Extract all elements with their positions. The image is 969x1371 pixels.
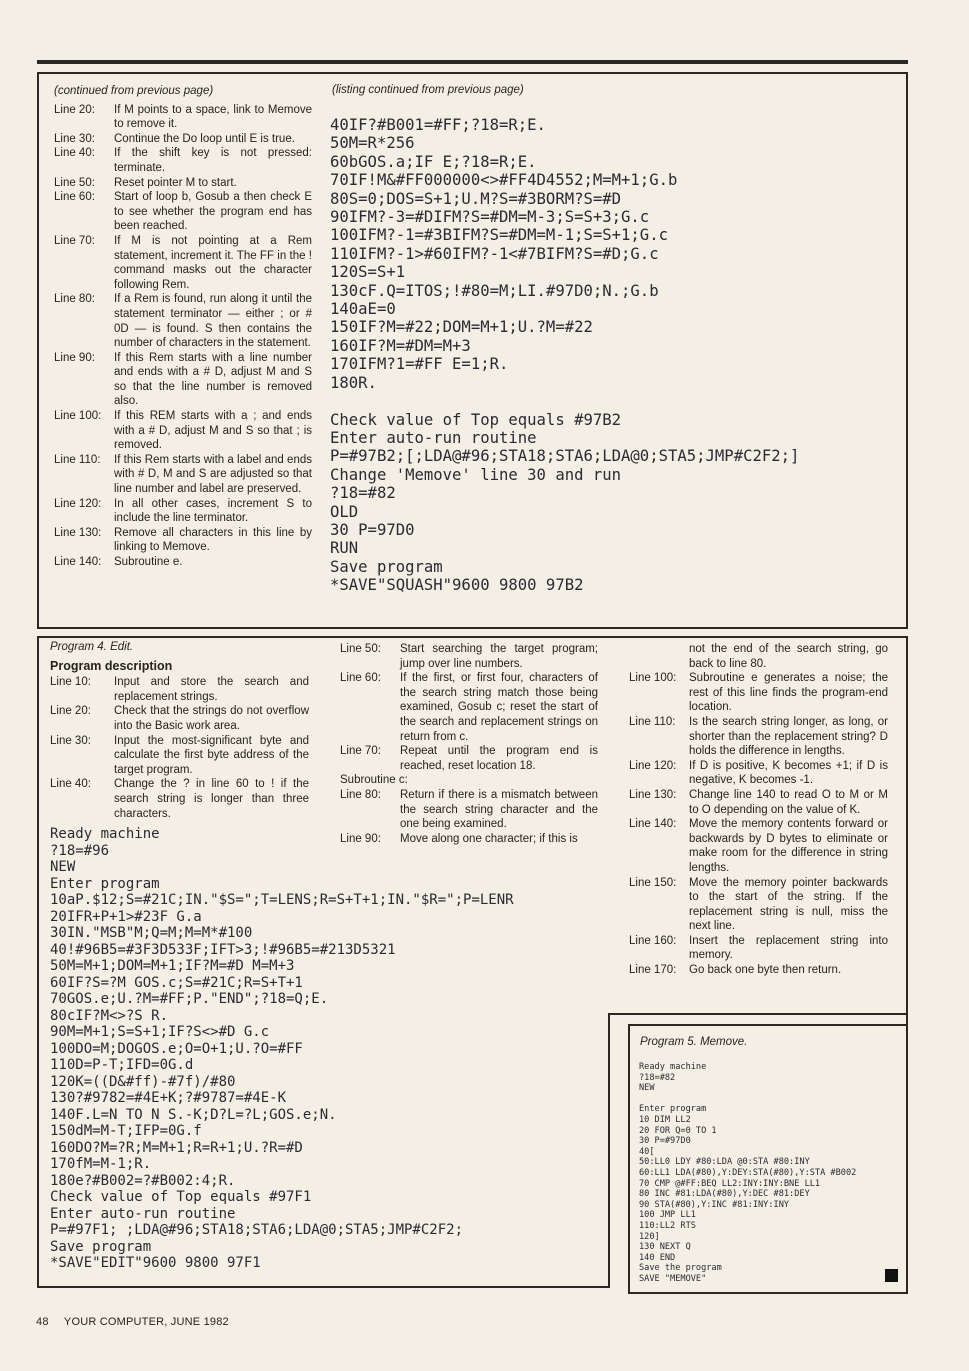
note-line-label: Line 70: [54,234,95,247]
code-line: 40IF?#B001=#FF;?18=R;E. [330,116,546,134]
code-line: Ready machine [50,826,160,842]
note-row [54,132,312,147]
note-line-label: Line 130: [629,788,677,801]
note-line-label: Line 140: [54,556,102,568]
code-line: P=#97F1; ;LDA@#96;STA18;STA6;LDA@0;STA5;JMP#C2F2; [50,1222,464,1238]
note-row [629,715,888,759]
note-row [54,103,312,132]
code-line: Enter auto-run routine [50,1205,236,1222]
edit-listing [50,826,514,1272]
note-line-label: Line 170: [629,964,677,977]
program4-bottom-rule [37,1286,609,1288]
note-row [50,675,309,704]
code-line: RUN [330,539,359,558]
note-text: Start of loop b, Gosub a then check E to see whether the program end has been reached. [114,191,312,233]
note-row [629,759,888,788]
code-line: 110D=P-T;IFD=0G.d [50,1057,194,1073]
program4-notes-col2 [340,642,598,846]
note-line-label: Line 130: [54,526,102,539]
note-text: Insert the replacement string into memory. [689,934,888,962]
code-line: ?18=#96 [50,842,110,859]
note-line-label: Line 140: [629,818,677,831]
note-text: If a Rem is found, run along it until the statement terminator — either ; or # 0D — is found. S then contains the number of characters in the statement. [114,293,312,350]
code-line: Enter program [639,1104,707,1115]
note-row [54,526,312,555]
note-text: Subroutine e. [114,556,183,568]
note-row [54,234,312,292]
note-row [50,777,309,821]
note-line-label: Line 50: [340,643,381,655]
note-text: Move along one character; if this is [400,832,578,845]
code-line: 30 P=97D0 [330,520,415,539]
program4-notes-col1 [50,675,309,821]
code-line: *SAVE"EDIT"9600 9800 97F1 [50,1255,261,1271]
code-line: 100 JMP LL1 [639,1210,696,1221]
note-text: In all other cases, increment S to include the line terminator. [114,497,312,525]
code-line: 150IF?M=#22;DOM=M+1;U.?M=#22 [330,318,593,337]
note-text: If the shift key is not pressed: terminate. [114,147,312,174]
note-row [54,176,312,191]
note-text: If M is not pointing at a Rem statement, increment it. The FF in the ! command masks out the character following Rem. [114,234,312,291]
top-rule [37,60,908,64]
program4-col3 [629,642,888,978]
note-text: Input the most-significant byte and calculate the first byte address of the target program. [114,734,309,776]
note-text: Input and store the search and replacement strings. [114,676,309,703]
program4-col1 [50,640,309,821]
note-line-label: Line 80: [54,293,95,306]
code-line: 150dM=M-T;IFP=0G.f [50,1123,202,1139]
code-line: 160IF?M=#DM=M+3 [330,336,471,355]
code-line: *SAVE"SQUASH"9600 9800 97B2 [330,576,584,595]
note-line-label: Line 90: [340,832,381,845]
note-text [408,773,598,788]
note-text: Reset pointer M to start. [114,176,237,189]
note-row [629,817,888,875]
code-line: NEW [639,1083,655,1094]
code-line: ?18=#82 [330,484,396,503]
notes-list [54,103,312,570]
code-line: Save the program [639,1263,722,1274]
note-row [629,876,888,934]
code-line: 130cF.Q=ITOS;!#80=M;LI.#97D0;N.;G.b [330,281,659,300]
code-line: 170fM=M-1;R. [50,1156,152,1172]
note-text: If this REM starts with a ; and ends with a # D, adjust M and S so that ; is removed. [114,410,312,452]
code-line: ?18=#82 [639,1072,676,1083]
note-line-label: Line 120: [629,759,677,772]
note-line-label: Line 10: [50,676,91,689]
note-line-label: Line 60: [340,672,381,685]
code-line: 70IF!M&#FF000000<>#FF4D4552;M=M+1;G.b [330,171,678,190]
code-line: 110:LL2 RTS [639,1220,696,1231]
code-line: 30IN."MSB"M;Q=M;M=M*#100 [50,925,253,941]
note-text: Continue the Do loop until E is true. [114,132,295,145]
note-row [54,555,312,570]
code-line: 130 NEXT Q [639,1242,691,1253]
note-text: Move the memory contents forward or backwards by D bytes to eliminate or make room for the difference in string lengths. [689,818,888,874]
code-line: Save program [330,557,443,576]
note-line-label [629,642,689,671]
code-line: 10 DIM LL2 [639,1114,691,1125]
note-line-label: Line 40: [50,778,91,791]
code-line: 140 END [639,1252,676,1263]
code-line: 170IFM?1=#FF E=1;R. [330,355,509,374]
code-line: 70 CMP @#FF:BEQ LL2:INY:INY:BNE LL1 [639,1178,821,1189]
note-text: Is the search string longer, as long, or shorter than the replacement string? D holds the difference in lengths. [689,715,888,758]
note-row [54,453,312,497]
note-line-label: Line 80: [340,788,381,801]
top-notes [54,84,312,570]
note-line-label: Subroutine c: [340,774,408,787]
code-line: 120S=S+1 [330,263,406,282]
code-line: 100DO=M;DOGOS.e;O=O+1;U.?O=#FF [50,1040,303,1057]
code-line: 50:LL0 LDY #80:LDA @0:STA #80:INY [639,1157,810,1168]
note-row [340,671,598,744]
code-line: 10aP.$12;S=#21C;IN."$S=";T=LENS;R=S+T+1;IN."$R=";P=LENR [50,892,514,908]
code-line: 140aE=0 [330,300,396,319]
note-text: Remove all characters in this line by linking to Memove. [114,526,312,554]
code-line: 50M=R*256 [330,134,415,153]
note-text: Move the memory pointer backwards to the start of the string. If the replacement string is null, miss the next line. [689,876,888,933]
program4-heading: Program description [50,658,173,673]
memove-listing [639,1062,856,1284]
note-line-label: Line 90: [54,351,95,364]
code-line: 40[ [639,1146,655,1157]
code-line: 80 INC #81:LDA(#80),Y:DEC #81:DEY [639,1189,810,1200]
code-line: OLD [330,502,359,521]
note-row [629,963,888,978]
note-row [629,934,888,963]
note-row [629,788,888,817]
code-line: 110IFM?-1>#60IFM?-1<#7BIFM?S=#D;G.c [330,244,659,263]
note-line-label: Line 100: [54,410,102,423]
program4-caption: Program 4. Edit. [50,641,134,653]
code-line: 120K=((D&#ff)-#7f)/#80 [50,1073,236,1090]
code-line: Check value of Top equals #97B2 [330,410,622,429]
note-text: Check that the strings do not overflow into the Basic work area. [114,705,309,732]
code-line [639,1094,856,1105]
program4-notes-col3 [629,642,888,978]
program4-col2 [340,642,598,846]
note-text: Subroutine e generates a noise; the rest of this line finds the program-end location. [689,672,888,714]
code-line: 80S=0;DOS=S+1;U.M?S=#3BORM?S=#D [330,189,622,208]
page-footer [36,1316,229,1328]
note-line-label: Line 50: [54,176,95,189]
note-text: Repeat until the program end is reached, reset location 18. [400,745,598,772]
code-line: Change 'Memove' line 30 and run [330,465,622,484]
note-row [340,773,598,788]
note-row [54,409,312,453]
note-text: Start searching the target program; jump over line numbers. [400,643,598,670]
code-line: Save program [50,1238,152,1255]
code-line: 80cIF?M<>?S R. [50,1007,169,1024]
note-row [54,497,312,526]
note-row [54,351,312,409]
code-line: P=#97B2;[;LDA@#96;STA18;STA6;LDA@0;STA5;JMP#C2F2;] [330,447,800,466]
notes-caption: (continued from previous page) [54,85,214,97]
code-line: 160DO?M=?R;M=M+1;R=R+1;U.?R=#D [50,1139,303,1156]
note-row [50,704,309,733]
code-line: 90 STA(#80),Y:INC #81:INY:INY [639,1199,790,1210]
note-text: If this Rem starts with a line number and ends with a # D, adjust M and S so that the line number is removed also. [114,351,312,408]
note-row [340,744,598,773]
code-line: 20 FOR Q=0 TO 1 [639,1125,717,1136]
code-line: NEW [50,859,76,875]
note-line-label: Line 70: [340,745,381,758]
note-line-label: Line 150: [629,876,677,889]
code-line: 90M=M+1;S=S+1;IF?S<>#D G.c [50,1024,270,1040]
note-line-label: Line 120: [54,497,102,510]
note-line-label: Line 60: [54,191,95,204]
code-line: 180e?#B002=?#B002:4;R. [50,1172,236,1189]
note-text: Change line 140 to read O to M or M to O depending on the value of K. [689,788,888,816]
note-row [50,734,309,778]
end-mark [885,1269,898,1282]
code-line: 60:LL1 LDA(#80),Y:DEY:STA(#80),Y:STA #B002 [639,1167,857,1178]
note-line-label: Line 110: [54,453,101,466]
squash-listing [330,116,799,595]
code-line [330,392,799,410]
code-line: Enter program [50,875,160,892]
note-line-label: Line 30: [50,734,91,747]
code-line: 60IF?S=?M GOS.c;S=#21C;R=S+T+1 [50,974,303,991]
note-text: If this Rem starts with a label and ends with # D, M and S are adjusted so that line number and label are preserved. [114,453,312,496]
code-line: Enter auto-run routine [330,428,537,447]
code-line: 30 P=#97D0 [639,1136,691,1147]
code-line: Ready machine [639,1062,707,1072]
note-text: If M points to a space, link to Memove to remove it. [114,103,312,131]
note-text: not the end of the search string, go back to line 80. [689,643,888,670]
note-row [54,292,312,350]
note-line-label: Line 20: [54,103,95,116]
program5-caption: Program 5. Memove. [640,1036,748,1048]
note-text: If D is positive, K becomes +1; if D is negative, K becomes -1. [689,759,888,787]
code-line: 70GOS.e;U.?M=#FF;P."END";?18=Q;E. [50,991,329,1007]
note-text: Change the ? in line 60 to ! if the search string is longer than three characters. [114,778,309,820]
code-line: 140F.L=N TO N S.-K;D?L=?L;GOS.e;N. [50,1106,337,1123]
code-line: 60bGOS.a;IF E;?18=R;E. [330,152,537,171]
note-row [629,671,888,715]
note-text: Go back one byte then return. [689,964,842,977]
code-line: 50M=M+1;DOM=M+1;IF?M=#D M=M+3 [50,958,295,974]
code-line: 40!#96B5=#3F3D533F;IFT>3;!#96B5=#213D5321 [50,941,396,958]
note-row [54,146,312,175]
note-text: If the first, or first four, characters of the search string match those being examined, Gosub c; reset the start of the search and replacement strings on return from c. [400,672,598,743]
code-line: 180R. [330,373,377,392]
code-line: Check value of Top equals #97F1 [50,1189,312,1205]
magazine-issue: YOUR COMPUTER, JUNE 1982 [63,1316,229,1328]
note-line-label: Line 160: [629,934,677,947]
code-line: 20IFR+P+1>#23F G.a [50,908,202,925]
note-line-label: Line 100: [629,672,677,685]
note-line-label: Line 40: [54,147,95,160]
code-line: 120] [639,1231,660,1242]
note-row [629,642,888,671]
note-text: Return if there is a mismatch between the search string character and the one being examined. [400,788,598,831]
note-line-label: Line 20: [50,705,91,718]
code-line: 90IFM?-3=#DIFM?S=#DM=M-3;S=S+3;G.c [330,208,650,227]
note-line-label: Line 110: [629,715,676,728]
note-row [54,190,312,234]
code-line: 100IFM?-1=#3BIFM?S=#DM=M-1;S=S+1;G.c [330,226,668,245]
listing-caption: (listing continued from previous page) [332,84,524,96]
note-line-label: Line 30: [54,132,95,145]
page-number: 48 [36,1316,49,1328]
note-row [340,642,598,671]
code-line: 130?#9782=#4E+K;?#9787=#4E-K [50,1090,287,1106]
code-line: SAVE "MEMOVE" [639,1273,707,1284]
